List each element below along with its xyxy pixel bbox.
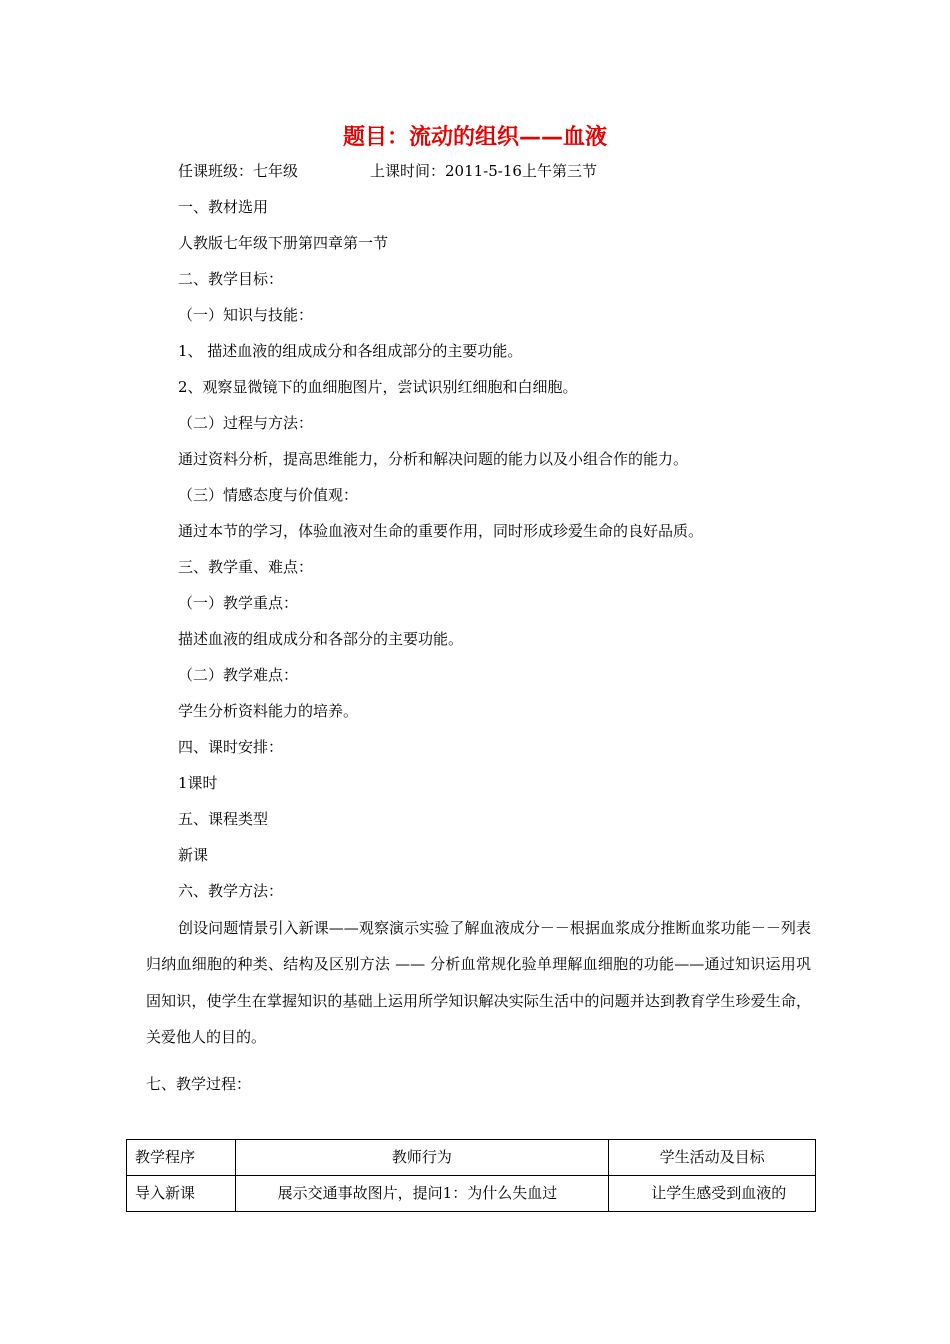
line-8: （三）情感态度与价值观：	[178, 486, 359, 504]
header-cell: 教师行为	[235, 1140, 609, 1176]
process-table	[126, 1139, 816, 1212]
class-label: 任课班级：七年级	[178, 162, 299, 180]
line-1: 人教版七年级下册第四章第一节	[178, 234, 389, 252]
line-3: （一）知识与技能：	[178, 306, 314, 324]
method-paragraph: 创设问题情景引入新课——观察演示实验了解血液成分－－根据血浆成分推断血浆功能－－列表归纳血细胞的种类、结构及区别方法 —— 分析血常规化验单理解血细胞的功能——通过知识运用巩固知识，使学生在掌握知识的基础上运用所学知识解决实际生活中的问题并达到教育学生珍爱生命，关爱他人的目的。	[146, 919, 811, 1046]
line-10: 三、教学重、难点：	[178, 558, 314, 576]
page-title: 题目：流动的组织——血液	[342, 125, 607, 150]
line-19: 六、教学方法：	[178, 882, 284, 900]
process-heading: 七、教学过程：	[146, 1075, 252, 1093]
header-cell: 教学程序	[127, 1140, 236, 1176]
line-15: 四、课时安排：	[178, 738, 284, 756]
line-7: 通过资料分析，提高思维能力，分析和解决问题的能力以及小组合作的能力。	[178, 450, 689, 468]
line-0: 一、教材选用	[178, 198, 269, 216]
header-cell: 学生活动及目标	[609, 1140, 816, 1176]
line-9: 通过本节的学习，体验血液对生命的重要作用，同时形成珍爱生命的良好品质。	[178, 522, 704, 540]
line-4: 1、 描述血液的组成成分和各组成部分的主要功能。	[178, 342, 523, 360]
line-6: （二）过程与方法：	[178, 414, 314, 432]
table-header-row	[127, 1140, 816, 1176]
line-14: 学生分析资料能力的培养。	[178, 702, 359, 720]
line-18: 新课	[178, 846, 209, 864]
line-13: （二）教学难点：	[178, 666, 299, 684]
table-cell: 展示交通事故图片，提问1：为什么失血过	[235, 1176, 609, 1212]
line-12: 描述血液的组成成分和各部分的主要功能。	[178, 630, 464, 648]
table-cell: 让学生感受到血液的	[609, 1176, 816, 1212]
line-5: 2、观察显微镜下的血细胞图片，尝试识别红细胞和白细胞。	[178, 378, 578, 396]
table-cell: 导入新课	[127, 1176, 236, 1212]
line-11: （一）教学重点：	[178, 594, 299, 612]
table-row	[127, 1176, 816, 1212]
line-16: 1课时	[178, 774, 218, 792]
time-label: 上课时间：2011-5-16上午第三节	[370, 162, 597, 180]
class-info	[178, 160, 597, 181]
line-2: 二、教学目标：	[178, 270, 284, 288]
line-17: 五、课程类型	[178, 810, 269, 828]
